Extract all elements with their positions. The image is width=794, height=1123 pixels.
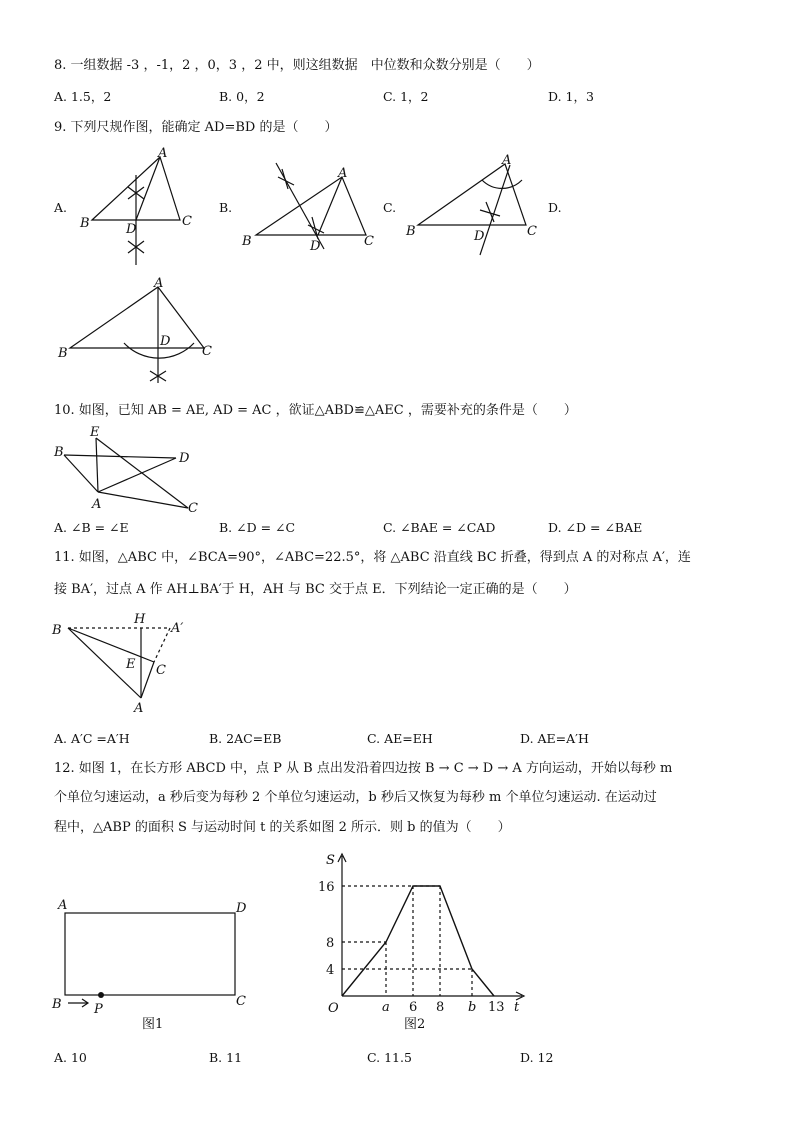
q9b-label-c: C xyxy=(364,234,374,249)
q9d-label-a: A xyxy=(154,276,164,291)
q10-figure xyxy=(52,422,212,517)
fig2-axis-t: t xyxy=(514,1000,520,1015)
q11-label-c: C xyxy=(156,663,166,678)
q9d-label-b: B xyxy=(58,346,68,361)
fig1-label-d: D xyxy=(236,901,247,916)
q9-option-d: D. xyxy=(548,200,562,215)
q11-stem-line1: 11. 如图，△ABC 中，∠BCA=90°，∠ABC=22.5°，将 △ABC 沿直线 BC 折叠，得到点 A 的对称点 A′，连 xyxy=(54,550,691,565)
q9a-label-a: A xyxy=(158,146,168,161)
fig1-label-a: A xyxy=(58,898,68,913)
fig1-label-c: C xyxy=(236,994,246,1009)
fig2-xtick-8: 8 xyxy=(436,1000,445,1015)
q8-option-c: C. 1，2 xyxy=(383,89,429,104)
fig1-label-b: B xyxy=(52,997,62,1012)
q10-label-d: D xyxy=(179,451,190,466)
q9c-label-d: D xyxy=(474,229,485,244)
q10-label-e: E xyxy=(90,425,100,440)
q12-stem-line2: 个单位匀速运动，a 秒后变为每秒 2 个单位匀速运动，b 秒后又恢复为每秒 m 个单位匀速运动. 在运动过 xyxy=(54,790,657,805)
q8-option-a: A. 1.5，2 xyxy=(54,89,112,104)
q10-stem: 10. 如图，已知 AB = AE, AD = AC ，欲证△ABD≌△AEC ，需要补充的条件是（ ） xyxy=(54,403,577,418)
q9a-label-b: B xyxy=(80,216,90,231)
q12-option-c: C. 11.5 xyxy=(367,1050,412,1065)
fig2-xtick-a: a xyxy=(382,1000,390,1015)
fig2-xtick-13: 13 xyxy=(488,1000,505,1015)
q9-option-c: C. xyxy=(383,200,397,215)
q9b-label-a: A xyxy=(338,166,348,181)
fig2-xtick-6: 6 xyxy=(409,1000,418,1015)
q10-label-a: A xyxy=(92,497,102,512)
q10-option-c: C. ∠BAE = ∠CAD xyxy=(383,520,496,535)
q12-stem-line3: 程中，△ABP 的面积 S 与运动时间 t 的关系如图 2 所示．则 b 的值为（ ） xyxy=(54,820,511,835)
q11-option-d: D. AE=A′H xyxy=(520,731,589,746)
q9a-label-d: D xyxy=(126,222,137,237)
q8-option-b: B. 0，2 xyxy=(219,89,265,104)
q12-figure-1 xyxy=(50,895,260,1035)
fig2-xtick-b: b xyxy=(468,1000,477,1015)
q9b-label-d: D xyxy=(310,239,321,254)
q11-label-a: A xyxy=(134,701,144,716)
fig2-origin: O xyxy=(328,1001,339,1016)
q9d-label-c: C xyxy=(202,344,212,359)
q9d-label-d: D xyxy=(160,334,171,349)
q9-option-a: A. xyxy=(54,200,68,215)
fig2-axis-s: S xyxy=(326,853,335,868)
fig2-ytick-8: 8 xyxy=(326,936,335,951)
q9-figure-d xyxy=(54,275,224,390)
q11-label-e: E xyxy=(126,657,136,672)
q8-stem: 8. 一组数据 -3 ，-1，2 ，0，3 ，2 中，则这组数据 中位数和众数分别是（ ） xyxy=(54,58,540,73)
q9-figure-b xyxy=(238,155,388,255)
q9c-label-a: A xyxy=(502,153,512,168)
q9c-label-b: B xyxy=(406,224,416,239)
q9-option-b: B. xyxy=(219,200,233,215)
fig1-caption: 图1 xyxy=(142,1017,164,1032)
q8-option-d: D. 1，3 xyxy=(548,89,594,104)
q10-label-c: C xyxy=(188,501,198,516)
q11-label-a-prime: A′ xyxy=(171,621,184,636)
q9-figure-a xyxy=(70,145,200,270)
q9c-label-c: C xyxy=(527,224,537,239)
q9a-label-c: C xyxy=(182,214,192,229)
q9-stem: 9. 下列尺规作图，能确定 AD=BD 的是（ ） xyxy=(54,120,338,135)
q11-label-h: H xyxy=(134,612,146,627)
q10-option-b: B. ∠D = ∠C xyxy=(219,520,296,535)
q10-option-a: A. ∠B = ∠E xyxy=(54,520,129,535)
q11-option-c: C. AE=EH xyxy=(367,731,433,746)
q11-option-a: A. A′C =A′H xyxy=(54,731,130,746)
q10-label-b: B xyxy=(54,445,64,460)
q9b-label-b: B xyxy=(242,234,252,249)
q12-stem-line1: 12. 如图 1，在长方形 ABCD 中，点 P 从 B 点出发沿着四边按 B → C → D → A 方向运动，开始以每秒 m xyxy=(54,761,673,776)
fig2-ytick-16: 16 xyxy=(318,880,335,895)
q11-label-b: B xyxy=(52,623,62,638)
q12-option-b: B. 11 xyxy=(209,1050,243,1065)
q11-stem-line2: 接 BA′，过点 A 作 AH⊥BA′于 H，AH 与 BC 交于点 E．下列结论一定正确的是（ ） xyxy=(54,582,577,597)
q12-option-d: D. 12 xyxy=(520,1050,554,1065)
fig2-ytick-4: 4 xyxy=(326,963,335,978)
q11-option-b: B. 2AC=EB xyxy=(209,731,282,746)
q11-figure xyxy=(50,610,210,715)
q12-option-a: A. 10 xyxy=(54,1050,87,1065)
fig2-caption: 图2 xyxy=(404,1017,426,1032)
q12-figure-2 xyxy=(312,848,532,1038)
fig1-label-p: P xyxy=(94,1002,103,1017)
q10-option-d: D. ∠D = ∠BAE xyxy=(548,520,643,535)
q9-figure-c xyxy=(400,150,550,260)
